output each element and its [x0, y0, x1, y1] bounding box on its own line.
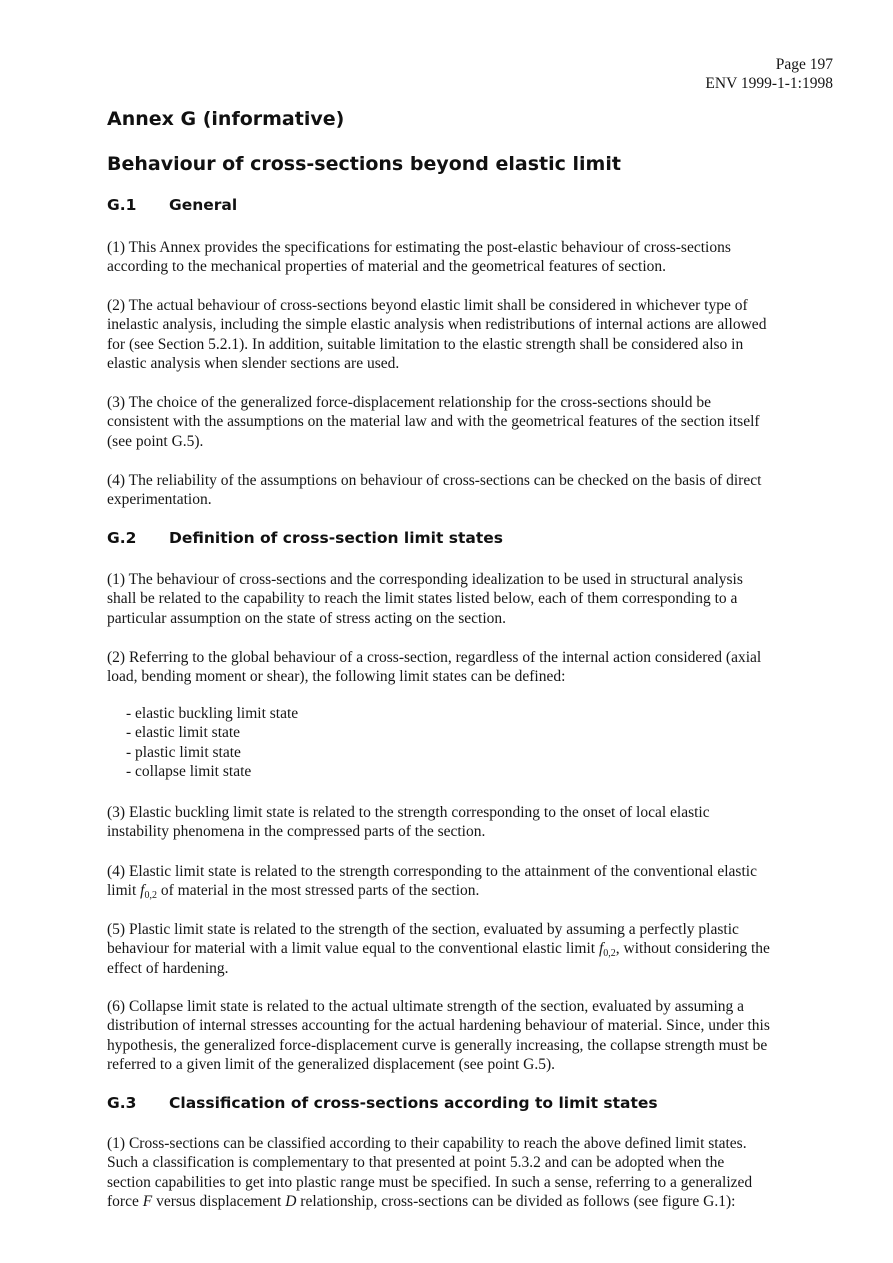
text-line: referred to a given limit of the generalized displacement (see point G.5). — [107, 1056, 556, 1074]
section-title: Classification of cross-sections according to limit states — [169, 1094, 658, 1112]
text-line: distribution of internal stresses accounting for the actual hardening behaviour of material. Since, under this — [107, 1017, 770, 1035]
text-line: consistent with the assumptions on the material law and with the geometrical features of the section itself — [107, 413, 760, 431]
paragraph-g1-3 — [107, 393, 837, 451]
text-line: (6) Collapse limit state is related to the actual ultimate strength of the section, evaluated by assuming a — [107, 998, 745, 1015]
list-item: - plastic limit state — [126, 743, 241, 761]
annex-title: Annex G (informative) — [107, 108, 345, 130]
section-title: Definition of cross-section limit states — [169, 529, 504, 547]
section-number: G.3 — [107, 1094, 137, 1112]
text-line: (1) Cross-sections can be classified according to their capability to reach the above defined limit states. — [107, 1135, 747, 1152]
text-fragment: limit — [107, 882, 141, 900]
paragraph-g2-4 — [107, 862, 837, 901]
text-fragment: relationship, cross-sections can be divided as follows (see figure G.1): — [296, 1193, 736, 1211]
list-item: - elastic buckling limit state — [126, 705, 299, 722]
page-header — [705, 55, 833, 93]
text-line: instability phenomena in the compressed parts of the section. — [107, 823, 486, 841]
text-line: elastic analysis when slender sections are used. — [107, 355, 400, 373]
list-item: - collapse limit state — [126, 763, 252, 781]
text-line: (4) The reliability of the assumptions on behaviour of cross-sections can be checked on the basis of direct — [107, 472, 762, 489]
text-line: (see point G.5). — [107, 432, 204, 450]
text-line: section capabilities to get into plastic range must be specified. In such a sense, referring to a generalized — [107, 1173, 753, 1191]
text-line: hypothesis, the generalized force-displacement curve is generally increasing, the collapse strength must be — [107, 1036, 768, 1054]
text-line: (1) This Annex provides the specifications for estimating the post-elastic behaviour of cross-sections — [107, 239, 731, 256]
text-line: (2) Referring to the global behaviour of a cross-section, regardless of the internal action considered (axial — [107, 649, 762, 666]
text-line — [107, 1192, 837, 1211]
list-item: - elastic limit state — [126, 724, 241, 742]
symbol-f: f — [598, 940, 604, 958]
paragraph-g2-6 — [107, 997, 837, 1075]
text-line: according to the mechanical properties of material and the geometrical features of section. — [107, 258, 667, 276]
limit-state-list — [126, 704, 298, 782]
text-fragment: force — [107, 1193, 143, 1211]
text-line: (1) The behaviour of cross-sections and the corresponding idealization to be used in structural analysis — [107, 571, 743, 588]
text-line: inelastic analysis, including the simple elastic analysis when redistributions of internal actions are allowed — [107, 316, 767, 334]
text-line: particular assumption on the state of stress acting on the section. — [107, 609, 507, 627]
text-line: Such a classification is complementary to that presented at point 5.3.2 and can be adopted when the — [107, 1154, 725, 1172]
section-heading-g3 — [107, 1094, 658, 1112]
text-line: (5) Plastic limit state is related to the strength of the section, evaluated by assuming a perfectly plastic — [107, 921, 739, 938]
text-line — [107, 881, 837, 900]
text-fragment: versus displacement — [152, 1193, 286, 1211]
page-number: Page 197 — [775, 56, 833, 73]
symbol-displacement: D — [285, 1193, 297, 1211]
text-fragment: of material in the most stressed parts of the section. — [156, 882, 480, 900]
symbol-subscript: 0,2 — [144, 890, 157, 902]
text-line: (4) Elastic limit state is related to the strength corresponding to the attainment of the conventional elastic — [107, 863, 757, 880]
symbol-subscript: 0,2 — [603, 948, 616, 960]
section-heading-g2 — [107, 529, 503, 547]
text-line: for (see Section 5.2.1). In addition, suitable limitation to the elastic strength shall be considered also in — [107, 335, 744, 353]
symbol-f: f — [140, 882, 145, 900]
annex-subtitle: Behaviour of cross-sections beyond elastic limit — [107, 153, 621, 175]
text-fragment: behaviour for material with a limit value equal to the conventional elastic limit — [107, 940, 599, 958]
paragraph-g2-1 — [107, 570, 837, 628]
paragraph-g1-2 — [107, 296, 837, 374]
text-line: (3) The choice of the generalized force-displacement relationship for the cross-sections should be — [107, 394, 711, 411]
text-line — [107, 939, 837, 958]
paragraph-g2-3 — [107, 803, 837, 842]
paragraph-g3-1 — [107, 1134, 837, 1212]
symbol-force: F — [142, 1193, 153, 1211]
text-line: load, bending moment or shear), the following limit states can be defined: — [107, 668, 566, 686]
section-number: G.1 — [107, 196, 137, 214]
text-line: (3) Elastic buckling limit state is related to the strength corresponding to the onset of local elastic — [107, 804, 710, 821]
paragraph-g1-1 — [107, 238, 837, 277]
paragraph-g1-4 — [107, 471, 837, 510]
section-heading-g1 — [107, 196, 237, 214]
text-line: shall be related to the capability to reach the limit states listed below, each of them corresponding to a — [107, 590, 738, 608]
section-number: G.2 — [107, 529, 137, 547]
paragraph-g2-2 — [107, 648, 837, 687]
text-line: experimentation. — [107, 491, 212, 509]
paragraph-g2-5 — [107, 920, 837, 978]
text-line: (2) The actual behaviour of cross-sections beyond elastic limit shall be considered in whichever type of — [107, 297, 748, 314]
section-title: General — [169, 196, 238, 214]
text-fragment: , without considering the — [615, 940, 770, 958]
text-line: effect of hardening. — [107, 959, 229, 977]
document-code: ENV 1999-1-1:1998 — [705, 75, 833, 92]
